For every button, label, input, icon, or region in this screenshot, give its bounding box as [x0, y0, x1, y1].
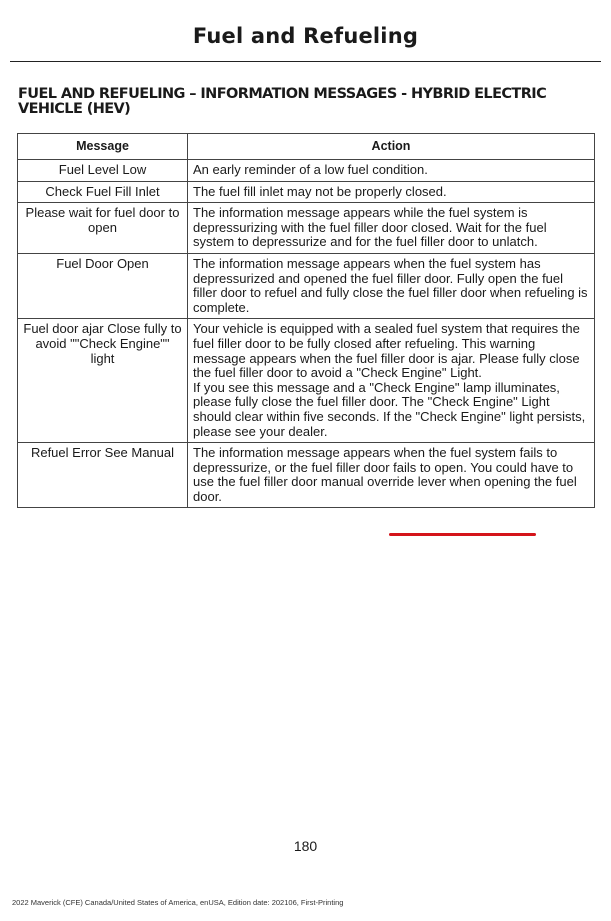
message-cell: Check Fuel Fill Inlet: [18, 181, 188, 203]
table-row: [18, 203, 595, 254]
table-row: [18, 319, 595, 443]
action-cell: The information message appears while the fuel system is depressurizing with the fuel filler door closed. Wait for the fuel system to depressurize and for the fuel filler door to unlatch.: [188, 203, 595, 254]
table-header-row: [18, 134, 595, 160]
action-cell: The fuel fill inlet may not be properly closed.: [188, 181, 595, 203]
message-cell: Fuel Level Low: [18, 160, 188, 182]
page-number: 180: [293, 838, 318, 854]
table-row: [18, 160, 595, 182]
footer-edition-info: 2022 Maverick (CFE) Canada/United States of America, enUSA, Edition date: 202106, First-Printing: [12, 898, 344, 907]
action-paragraph: If you see this message and a "Check Engine" lamp illuminates, please fully close the fuel filler door. The "Check Engine" Light should clear within five seconds. If the "Check Engine" light persists, please see your dealer.: [193, 379, 586, 439]
message-cell: Refuel Error See Manual: [18, 443, 188, 508]
column-header-action: Action: [188, 134, 595, 160]
action-cell: An early reminder of a low fuel condition.: [188, 160, 595, 182]
table-row: [18, 181, 595, 203]
header-divider: [10, 61, 601, 62]
table-row: [18, 253, 595, 318]
action-cell: [188, 319, 595, 443]
section-title: FUEL AND REFUELING – INFORMATION MESSAGES - HYBRID ELECTRIC VEHICLE (HEV): [18, 86, 547, 117]
message-cell: Fuel Door Open: [18, 253, 188, 318]
column-header-message: Message: [18, 134, 188, 160]
page-header-title: Fuel and Refueling: [192, 24, 419, 48]
info-messages-table: [17, 133, 595, 508]
action-cell: The information message appears when the fuel system has depressurized and opened the fuel filler door. Fully open the fuel filler door to refuel and fully close the fuel filler door when refueling is complete.: [188, 253, 595, 318]
action-cell: The information message appears when the fuel system fails to depressurize, or the fuel filler door fails to open. You could have to use the fuel filler door manual override lever when opening the fuel door.: [188, 443, 595, 508]
action-paragraph: Your vehicle is equipped with a sealed fuel system that requires the fuel filler door to be fully closed after refueling. This warning message appears when the fuel filler door is ajar. Please fully close the fuel filler door to avoid a "Check Engine" Light.: [193, 321, 580, 381]
message-cell: Please wait for fuel door to open: [18, 203, 188, 254]
table-row: [18, 443, 595, 508]
red-highlight-underline: [389, 533, 536, 536]
message-cell: Fuel door ajar Close fully to avoid ""Check Engine"" light: [18, 319, 188, 443]
